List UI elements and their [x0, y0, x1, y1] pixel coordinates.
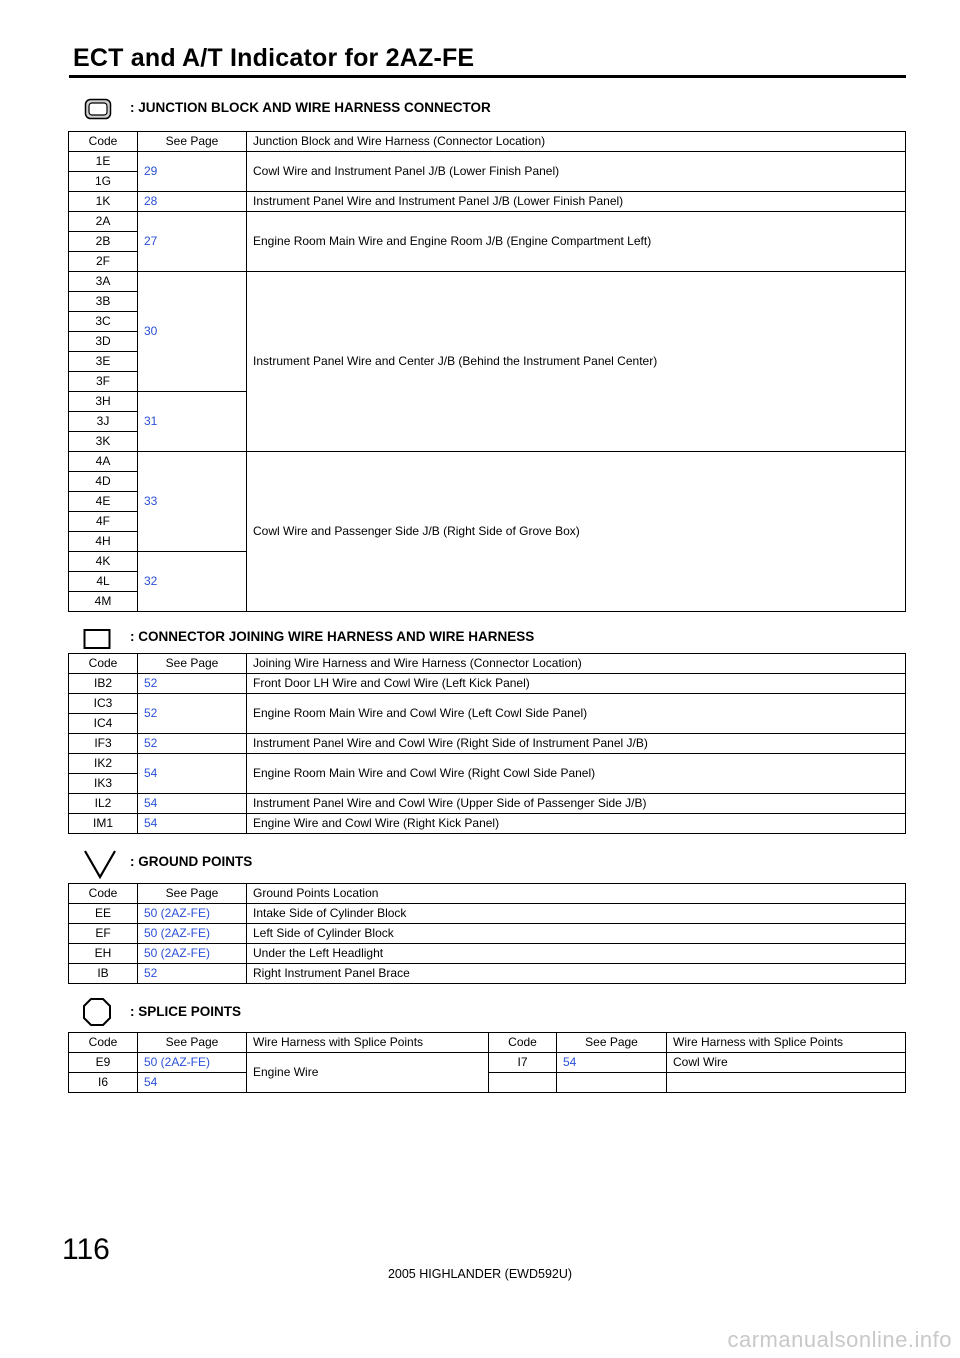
location-cell: Front Door LH Wire and Cowl Wire (Left Kick Panel) — [247, 674, 906, 694]
empty-cell — [557, 1073, 667, 1093]
table-row — [69, 1053, 906, 1073]
table-row — [69, 212, 906, 232]
see-page-link[interactable]: 27 — [138, 212, 247, 272]
see-page-link[interactable]: 33 — [138, 452, 247, 552]
header-see-page: See Page — [138, 884, 247, 904]
location-cell: Engine Room Main Wire and Cowl Wire (Left Cowl Side Panel) — [247, 694, 906, 734]
table-row — [69, 964, 906, 984]
code-cell: EE — [69, 904, 138, 924]
header-see-page: See Page — [138, 1033, 247, 1053]
code-cell: 4E — [69, 492, 138, 512]
code-cell: 3B — [69, 292, 138, 312]
see-page-link[interactable]: 50 (2AZ-FE) — [138, 1053, 247, 1073]
see-page-link[interactable]: 54 — [138, 814, 247, 834]
code-cell: 2F — [69, 252, 138, 272]
table-row — [69, 694, 906, 714]
code-cell: 4F — [69, 512, 138, 532]
code-cell: IK2 — [69, 754, 138, 774]
table-header-row — [69, 132, 906, 152]
location-cell: Instrument Panel Wire and Center J/B (Behind the Instrument Panel Center) — [247, 272, 906, 452]
junction-block-symbol-icon — [84, 98, 112, 120]
code-cell: 1K — [69, 192, 138, 212]
code-cell: 4A — [69, 452, 138, 472]
title-rule — [69, 75, 906, 78]
table-row — [69, 452, 906, 472]
table-header-row — [69, 884, 906, 904]
header-location: Joining Wire Harness and Wire Harness (Connector Location) — [247, 654, 906, 674]
see-page-link[interactable]: 52 — [138, 734, 247, 754]
ground-points-table — [68, 883, 906, 984]
table-row — [69, 904, 906, 924]
table-row — [69, 192, 906, 212]
watermark: carmanualsonline.info — [727, 1327, 952, 1352]
location-cell: Instrument Panel Wire and Cowl Wire (Upper Side of Passenger Side J/B) — [247, 794, 906, 814]
code-cell: 3A — [69, 272, 138, 292]
see-page-link[interactable]: 54 — [138, 794, 247, 814]
harness-cell: Engine Wire — [247, 1053, 489, 1093]
footer-text: 2005 HIGHLANDER (EWD592U) — [387, 1267, 573, 1281]
see-page-link[interactable]: 54 — [138, 1073, 247, 1093]
location-cell: Engine Room Main Wire and Cowl Wire (Right Cowl Side Panel) — [247, 754, 906, 794]
empty-cell — [667, 1073, 906, 1093]
see-page-link[interactable]: 30 — [138, 272, 247, 392]
code-cell: 1E — [69, 152, 138, 172]
code-cell: IC3 — [69, 694, 138, 714]
code-cell: 4K — [69, 552, 138, 572]
location-cell: Instrument Panel Wire and Cowl Wire (Right Side of Instrument Panel J/B) — [247, 734, 906, 754]
see-page-link[interactable]: 28 — [138, 192, 247, 212]
see-page-link[interactable]: 52 — [138, 674, 247, 694]
code-cell: 2B — [69, 232, 138, 252]
header-see-page: See Page — [138, 654, 247, 674]
connector-joining-table — [68, 653, 906, 834]
location-cell: Instrument Panel Wire and Instrument Panel J/B (Lower Finish Panel) — [247, 192, 906, 212]
location-cell: Cowl Wire and Instrument Panel J/B (Lower Finish Panel) — [247, 152, 906, 192]
location-cell: Engine Room Main Wire and Engine Room J/B (Engine Compartment Left) — [247, 212, 906, 272]
see-page-link[interactable]: 29 — [138, 152, 247, 192]
table-row — [69, 924, 906, 944]
table-row — [69, 272, 906, 292]
see-page-link[interactable]: 54 — [557, 1053, 667, 1073]
empty-cell — [489, 1073, 557, 1093]
header-harness: Wire Harness with Splice Points — [247, 1033, 489, 1053]
table-row — [69, 674, 906, 694]
code-cell: 2A — [69, 212, 138, 232]
code-cell: IL2 — [69, 794, 138, 814]
code-cell: 3J — [69, 412, 138, 432]
header-see-page: See Page — [138, 132, 247, 152]
code-cell: IB2 — [69, 674, 138, 694]
code-cell: 3H — [69, 392, 138, 412]
location-cell: Under the Left Headlight — [247, 944, 906, 964]
table-row — [69, 754, 906, 774]
location-cell: Left Side of Cylinder Block — [247, 924, 906, 944]
location-cell: Right Instrument Panel Brace — [247, 964, 906, 984]
code-cell: 3C — [69, 312, 138, 332]
splice-points-table — [68, 1032, 906, 1093]
code-cell: I7 — [489, 1053, 557, 1073]
location-cell: Cowl Wire and Passenger Side J/B (Right Side of Grove Box) — [247, 452, 906, 612]
see-page-link[interactable]: 50 (2AZ-FE) — [138, 904, 247, 924]
see-page-link[interactable]: 32 — [138, 552, 247, 612]
code-cell: IB — [69, 964, 138, 984]
table-header-row — [69, 654, 906, 674]
header-code: Code — [69, 1033, 138, 1053]
see-page-link[interactable]: 50 (2AZ-FE) — [138, 944, 247, 964]
code-cell: IF3 — [69, 734, 138, 754]
table-row — [69, 734, 906, 754]
header-code: Code — [489, 1033, 557, 1053]
see-page-link[interactable]: 31 — [138, 392, 247, 452]
code-cell: 4D — [69, 472, 138, 492]
header-harness: Wire Harness with Splice Points — [667, 1033, 906, 1053]
code-cell: IM1 — [69, 814, 138, 834]
code-cell: 3K — [69, 432, 138, 452]
header-see-page: See Page — [557, 1033, 667, 1053]
harness-cell: Cowl Wire — [667, 1053, 906, 1073]
see-page-link[interactable]: 54 — [138, 754, 247, 794]
see-page-link[interactable]: 52 — [138, 694, 247, 734]
page-number: 116 — [62, 1233, 110, 1266]
table-row — [69, 944, 906, 964]
junction-block-heading: : JUNCTION BLOCK AND WIRE HARNESS CONNECTOR — [130, 100, 491, 115]
header-location: Ground Points Location — [247, 884, 906, 904]
code-cell: EF — [69, 924, 138, 944]
connector-joining-heading: : CONNECTOR JOINING WIRE HARNESS AND WIRE HARNESS — [130, 629, 535, 644]
code-cell: 3F — [69, 372, 138, 392]
code-cell: 4L — [69, 572, 138, 592]
table-row — [69, 794, 906, 814]
connector-symbol-icon — [83, 628, 111, 650]
table-header-row — [69, 1033, 906, 1053]
code-cell: 3D — [69, 332, 138, 352]
header-code: Code — [69, 884, 138, 904]
header-code: Code — [69, 654, 138, 674]
ground-point-symbol-icon — [83, 848, 117, 880]
table-row — [69, 152, 906, 172]
code-cell: 4M — [69, 592, 138, 612]
code-cell: IK3 — [69, 774, 138, 794]
splice-points-heading: : SPLICE POINTS — [130, 1004, 242, 1019]
see-page-link[interactable]: 52 — [138, 964, 247, 984]
header-code: Code — [69, 132, 138, 152]
code-cell: 4H — [69, 532, 138, 552]
junction-block-table — [68, 131, 906, 612]
code-cell: 3E — [69, 352, 138, 372]
table-row — [69, 814, 906, 834]
page-title: ECT and A/T Indicator for 2AZ-FE — [73, 44, 475, 72]
code-cell: I6 — [69, 1073, 138, 1093]
location-cell: Intake Side of Cylinder Block — [247, 904, 906, 924]
see-page-link[interactable]: 50 (2AZ-FE) — [138, 924, 247, 944]
header-location: Junction Block and Wire Harness (Connector Location) — [247, 132, 906, 152]
ground-points-heading: : GROUND POINTS — [130, 854, 253, 869]
splice-point-symbol-icon — [82, 997, 112, 1027]
location-cell: Engine Wire and Cowl Wire (Right Kick Panel) — [247, 814, 906, 834]
code-cell: EH — [69, 944, 138, 964]
code-cell: 1G — [69, 172, 138, 192]
code-cell: E9 — [69, 1053, 138, 1073]
code-cell: IC4 — [69, 714, 138, 734]
